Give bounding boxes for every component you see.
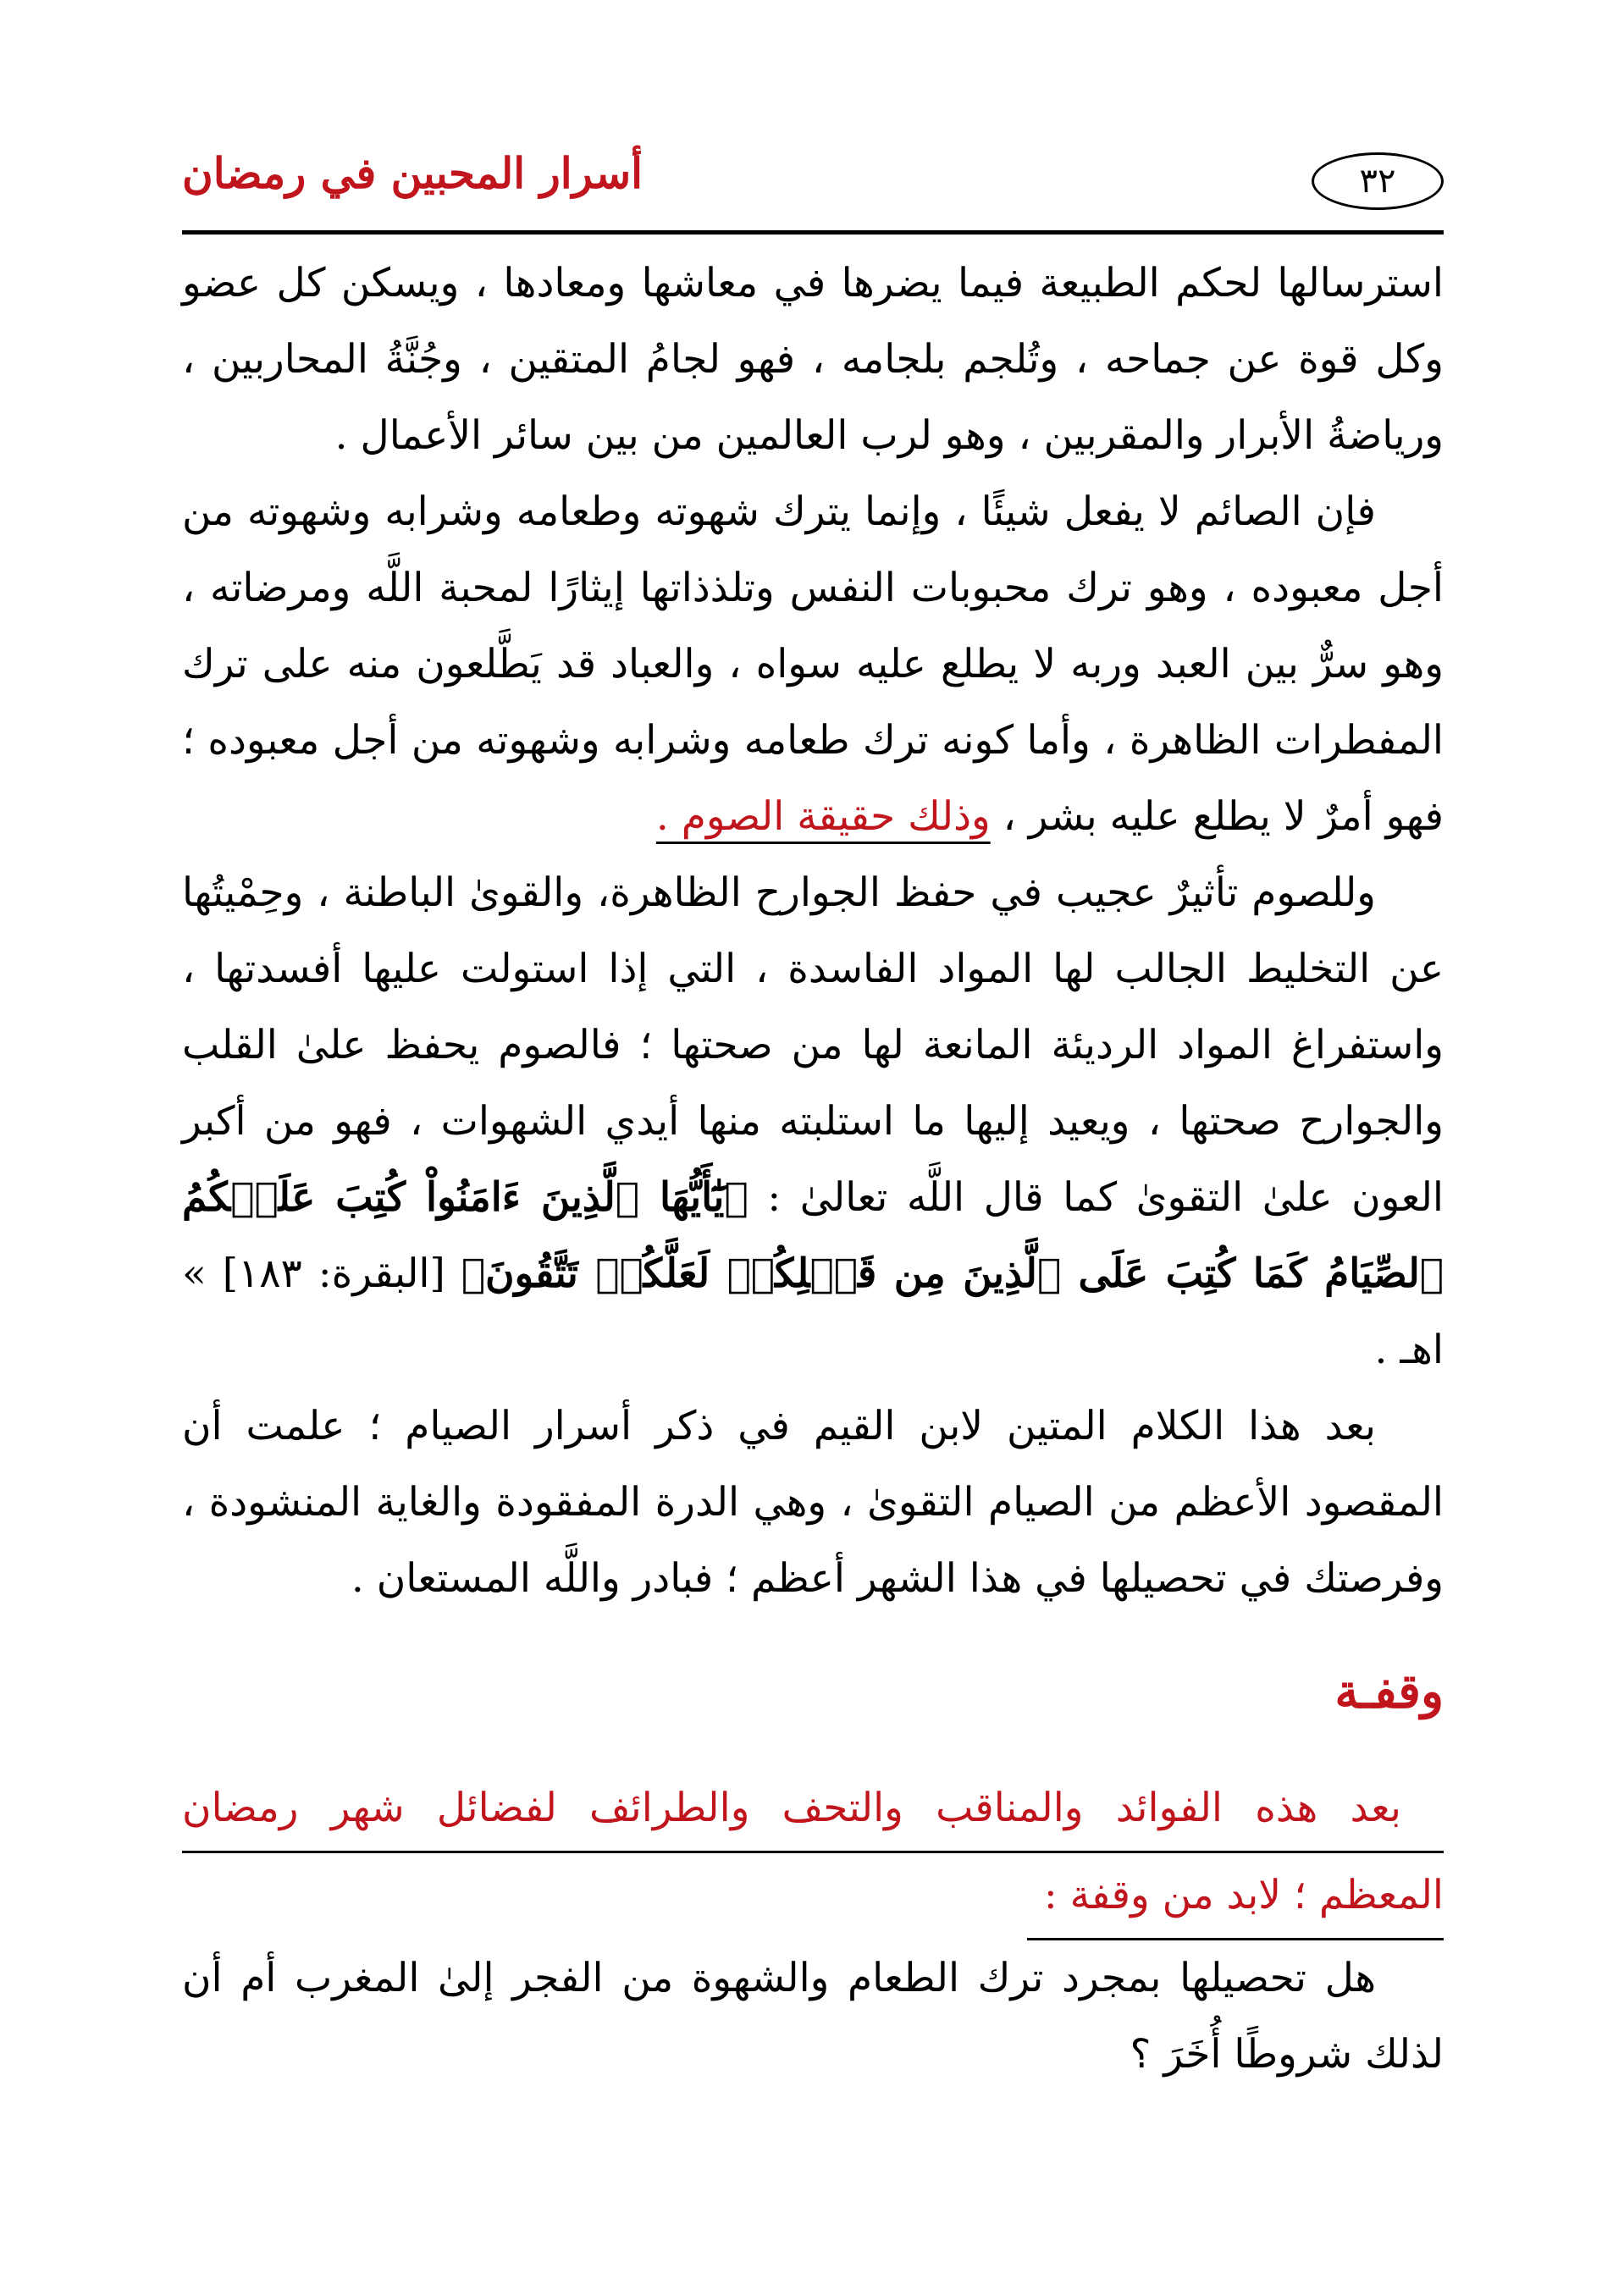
section-question: هل تحصيلها بمجرد ترك الطعام والشهوة من الفجر إلىٰ المغرب أم أن لذلك شروطًا أُخَرَ ؟ — [182, 1955, 1444, 2078]
section-intro-line-1: بعد هذه الفوائد والمناقب والتحف والطرائف لفضائل شهر رمضان — [182, 1766, 1444, 1853]
section-title: وقفـة — [1334, 1664, 1444, 1719]
page-number: ٣٢ — [1359, 162, 1396, 201]
page-header — [182, 144, 1444, 229]
quran-verse: ﴿يَٰٓأَيُّهَا ٱلَّذِينَ ءَامَنُواْ كُتِبَ عَلَيۡكُمُ ٱلصِّيَامُ كَمَا كُتِبَ عَلَى ٱلَّذِينَ مِن قَبۡلِكُمۡ لَعَلَّكُمۡ تَتَّقُونَ﴾ — [182, 1174, 1444, 1297]
paragraph-2 — [182, 474, 1444, 855]
paragraph-4: بعد هذا الكلام المتين لابن القيم في ذكر أسرار الصيام ؛ علمت أن المقصود الأعظم من الصيام التقوىٰ ، وهي الدرة المفقودة والغاية المنشودة ، وفرصتك في تحصيلها في هذا الشهر أعظم ؛ فبادر واللَّه المستعان . — [182, 1403, 1444, 1602]
book-title: أسرار المحبين في رمضان — [182, 148, 643, 198]
header-divider — [182, 230, 1444, 235]
highlight-fasting-truth: وذلك حقيقة الصوم . — [655, 793, 991, 840]
paragraph-3 — [182, 855, 1444, 1388]
page-number-badge — [1312, 152, 1444, 210]
page-body — [182, 246, 1444, 2093]
section-intro-line-2: المعظم ؛ لابد من وقفة : — [1027, 1853, 1444, 1940]
section-intro — [182, 1766, 1444, 1940]
paragraph-1: استرسالها لحكم الطبيعة فيما يضرها في معاشها ومعادها ، ويسكن كل عضو وكل قوة عن جماحه ، وتُلجم بلجامه ، فهو لجامُ المتقين ، وجُنَّةُ المحاربين ، ورياضةُ الأبرار والمقربين ، وهو لرب العالمين من بين سائر الأعمال . — [182, 260, 1444, 459]
verse-reference: [البقرة: ١٨٣] » اهـ . — [182, 1250, 1444, 1373]
paragraph-2-text: فإن الصائم لا يفعل شيئًا ، وإنما يترك شهوته وطعامه وشرابه وشهوته من أجل معبوده ، وهو ترك محبوبات النفس وتلذذاتها إيثارًا لمحبة اللَّه ومرضاته ، وهو سرٌّ بين العبد وربه لا يطلع عليه سواه ، والعباد قد يَطَّلعون منه على ترك المفطرات الظاهرة ، وأما كونه ترك طعامه وشرابه وشهوته من أجل معبوده ؛ فهو أمرٌ لا يطلع عليه بشر ، — [182, 488, 1444, 840]
paragraph-3-text: وللصوم تأثيرٌ عجيب في حفظ الجوارح الظاهرة، والقوىٰ الباطنة ، وحِمْيتُها عن التخليط الجالب لها المواد الفاسدة ، التي إذا استولت عليها أفسدتها ، واستفراغ المواد الرديئة المانعة لها من صحتها ؛ فالصوم يحفظ علىٰ القلب والجوارح صحتها ، ويعيد إليها ما استلبته منها أيدي الشهوات ، فهو من أكبر العون علىٰ التقوىٰ كما قال اللَّه تعالىٰ : — [182, 869, 1444, 1221]
